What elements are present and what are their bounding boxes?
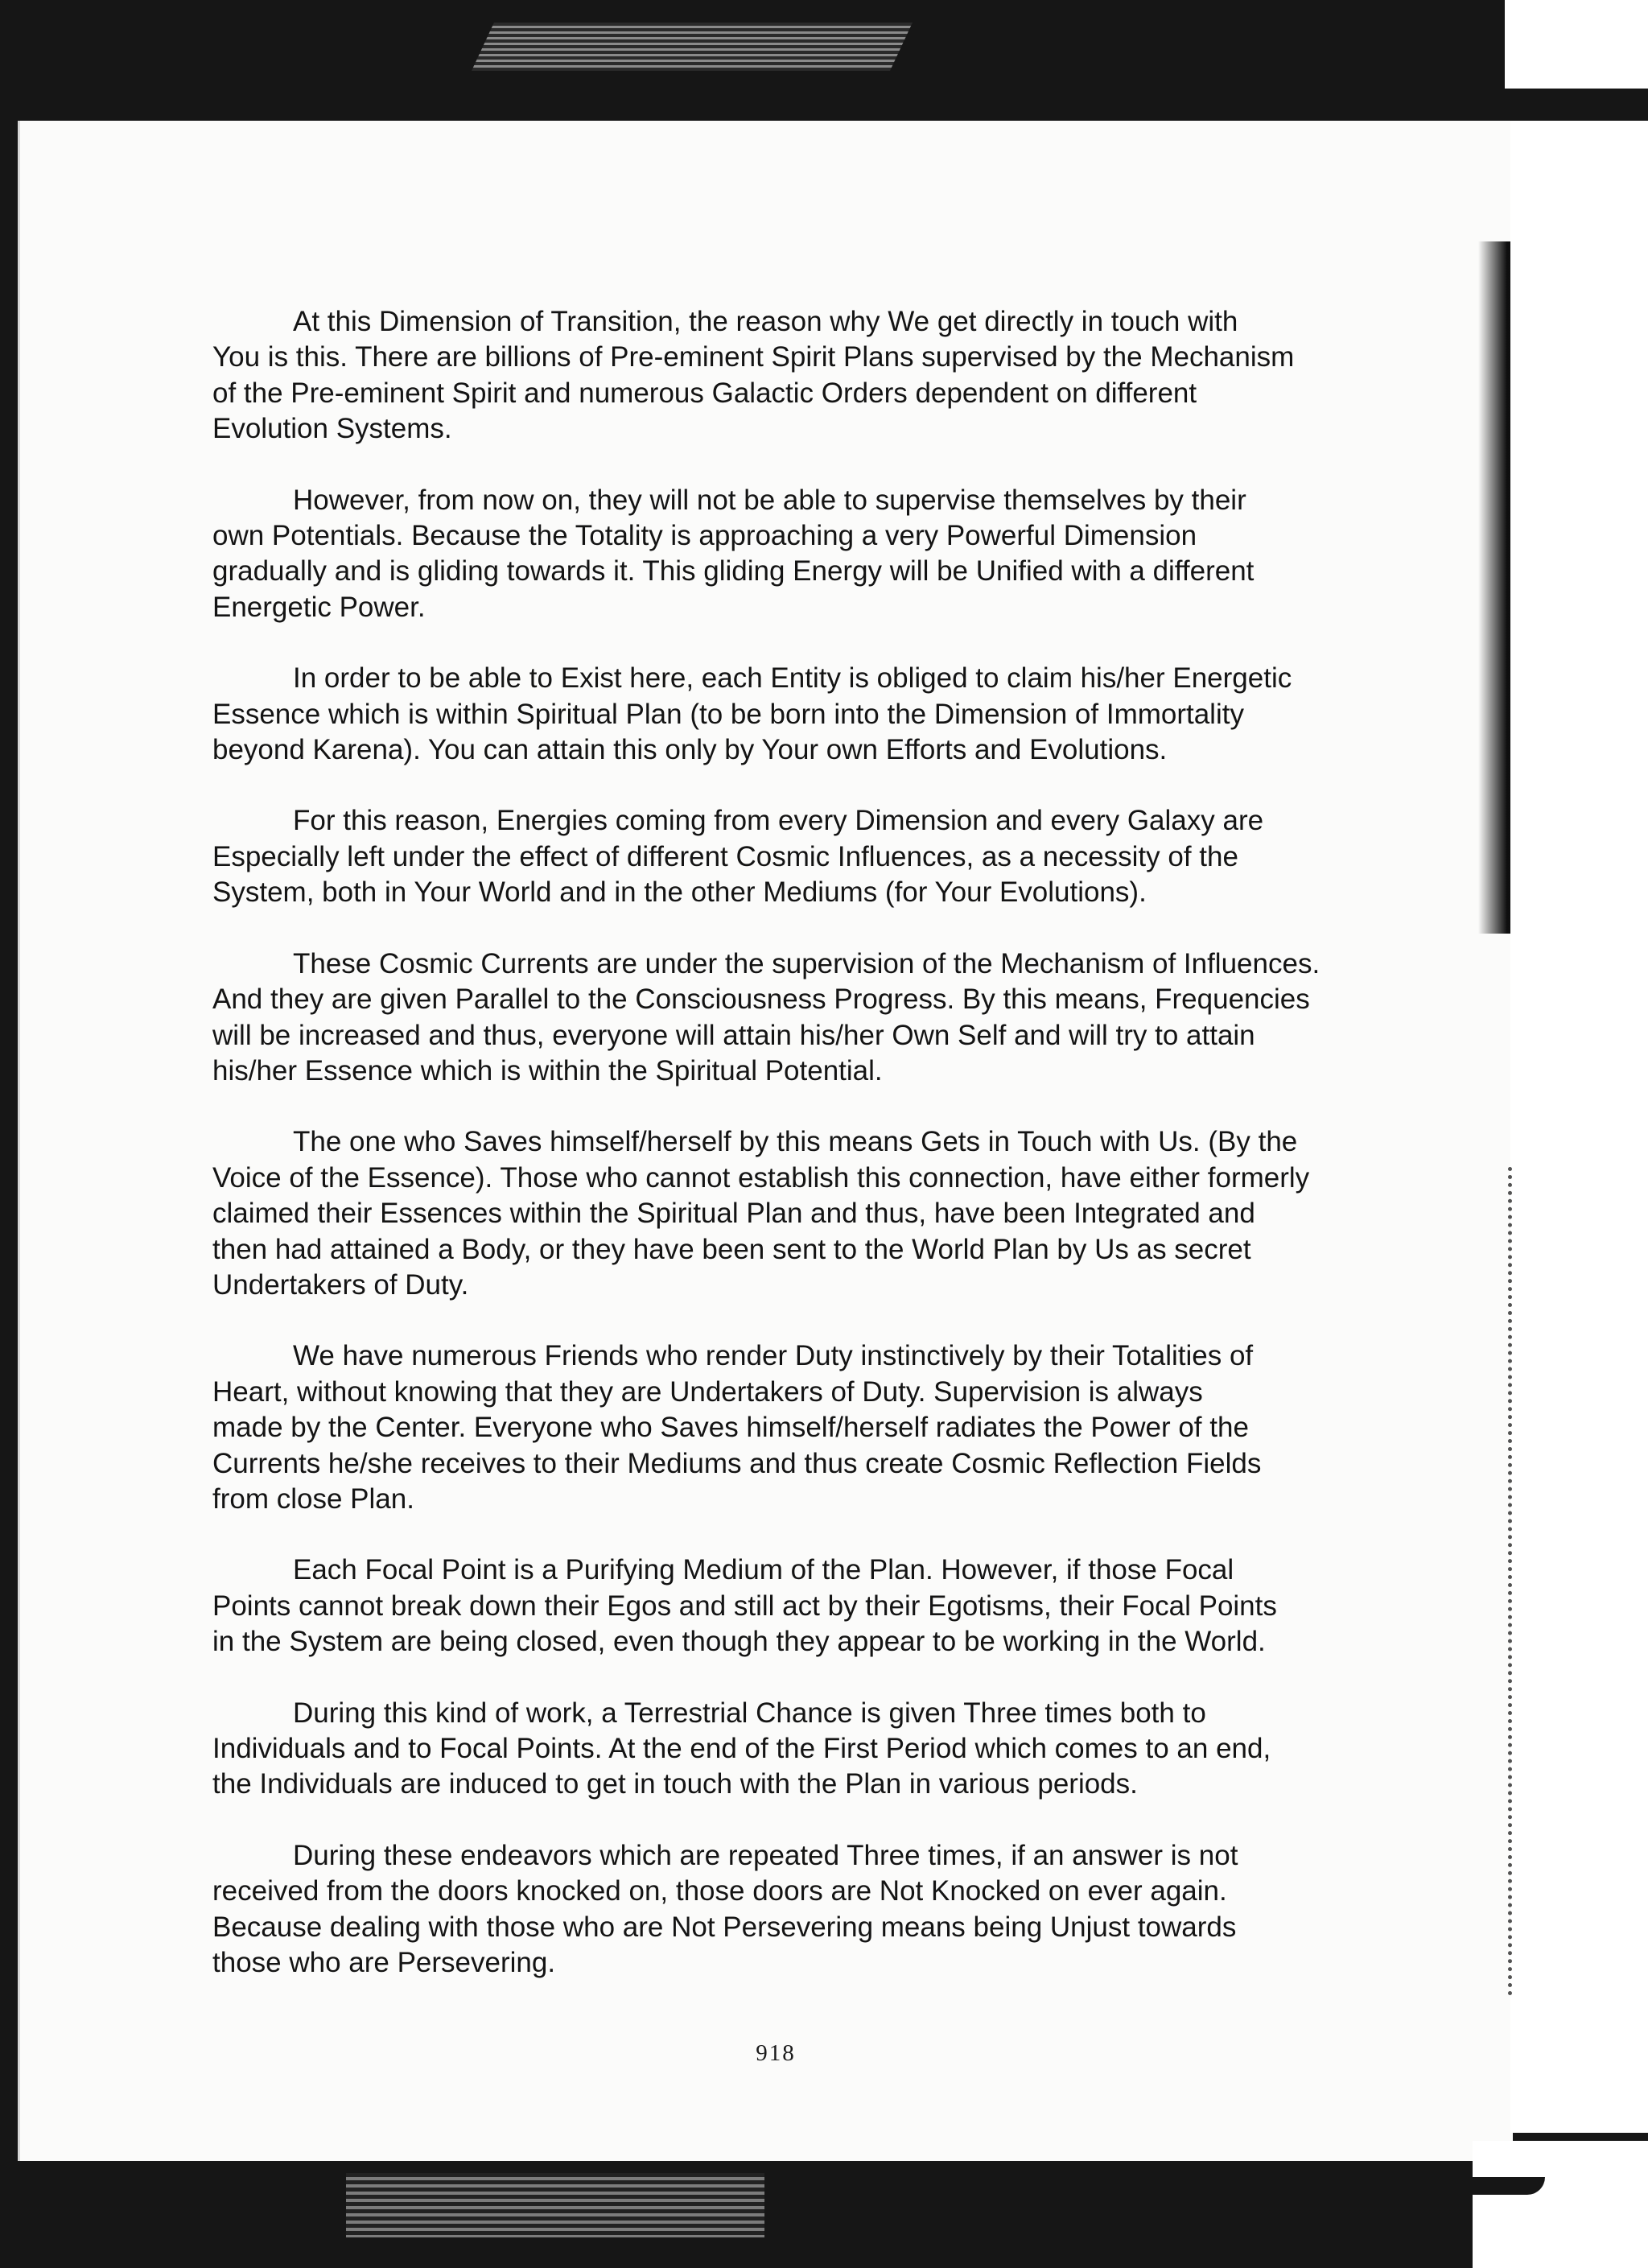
paragraph-6: The one who Saves himself/herself by this means Gets in Touch with Us. (By the Voice of the Essence). Those who cannot establish this connection, have either formerly claimed their Essences within the Spiritual Plan and thus, have been Integrated and then had attained a Body, or they have been sent to the World Plan by Us as secret Undertakers of Duty. — [212, 1126, 1310, 1301]
paragraph-9: During this kind of work, a Terrestrial Chance is given Three times both to Individuals and to Focal Points. At the end of the First Period which comes to an end, the Individuals are induced to get in touch with the Plan in various periods. — [212, 1697, 1271, 1800]
scan-artifact-right-dots — [1508, 1167, 1517, 1996]
paragraph-10: During these endeavors which are repeated Three times, if an answer is not received from the doors knocked on, those doors are Not Knocked on ever again. Because dealing with those who are Not Persevering means being Unjust towards those who are Persevering. — [212, 1839, 1238, 1979]
paragraph-1: At this Dimension of Transition, the reason why We get directly in touch with You is this. There are billions of Pre-eminent Spirit Plans supervised by the Mechanism of the Pre-eminent Spirit and numerous Galactic Orders dependent on different Evolution Systems. — [212, 306, 1295, 445]
scan-artifact-bottom-right-mark — [1473, 2177, 1545, 2195]
paragraph-5: These Cosmic Currents are under the supervision of the Mechanism of Influences. And they are given Parallel to the Consciousness Progress. By this means, Frequencies will be increased and thus, everyone will attain his/her Own Self and will try to attain his/her Essence which is within the Spiritual Potential. — [212, 947, 1320, 1087]
scan-artifact-bottom-right — [1473, 2141, 1648, 2268]
scan-artifact-bottom — [346, 2173, 764, 2237]
paragraph-4: For this reason, Energies coming from every Dimension and every Galaxy are Especially left under the effect of different Cosmic Influences, as a necessity of the System, both in Your World and in the other Mediums (for Your Evolutions). — [212, 805, 1264, 909]
paragraph-2: However, from now on, they will not be able to supervise themselves by their own Potentials. Because the Totality is approaching a very Powerful Dimension gradually and is gliding towards it. This gliding Energy will be Unified with a different Energetic Power. — [212, 484, 1255, 623]
page-text — [212, 304, 1357, 2016]
paragraph-3: In order to be able to Exist here, each Entity is obliged to claim his/her Energetic Essence which is within Spiritual Plan (to be born into the Dimension of Immortality beyond Karena). You can attain this only by Your own Efforts and Evolutions. — [212, 662, 1292, 766]
scan-artifact-top-right — [1505, 0, 1648, 89]
page-number: 918 — [756, 2040, 796, 2066]
scan-artifact-top — [472, 23, 913, 71]
paragraph-8: Each Focal Point is a Purifying Medium of the Plan. However, if those Focal Points cannot break down their Egos and still act by their Egotisms, their Focal Points in the System are being closed, even though they appear to be working in the World. — [212, 1554, 1277, 1658]
paragraph-7: We have numerous Friends who render Duty instinctively by their Totalities of Heart, without knowing that they are Undertakers of Duty. Supervision is always made by the Center. Everyone who Saves himself/herself radiates the Power of the Currents he/she receives to their Mediums and thus create Cosmic Reflection Fields from close Plan. — [212, 1340, 1262, 1515]
scan-artifact-right-margin — [1510, 121, 1648, 2133]
